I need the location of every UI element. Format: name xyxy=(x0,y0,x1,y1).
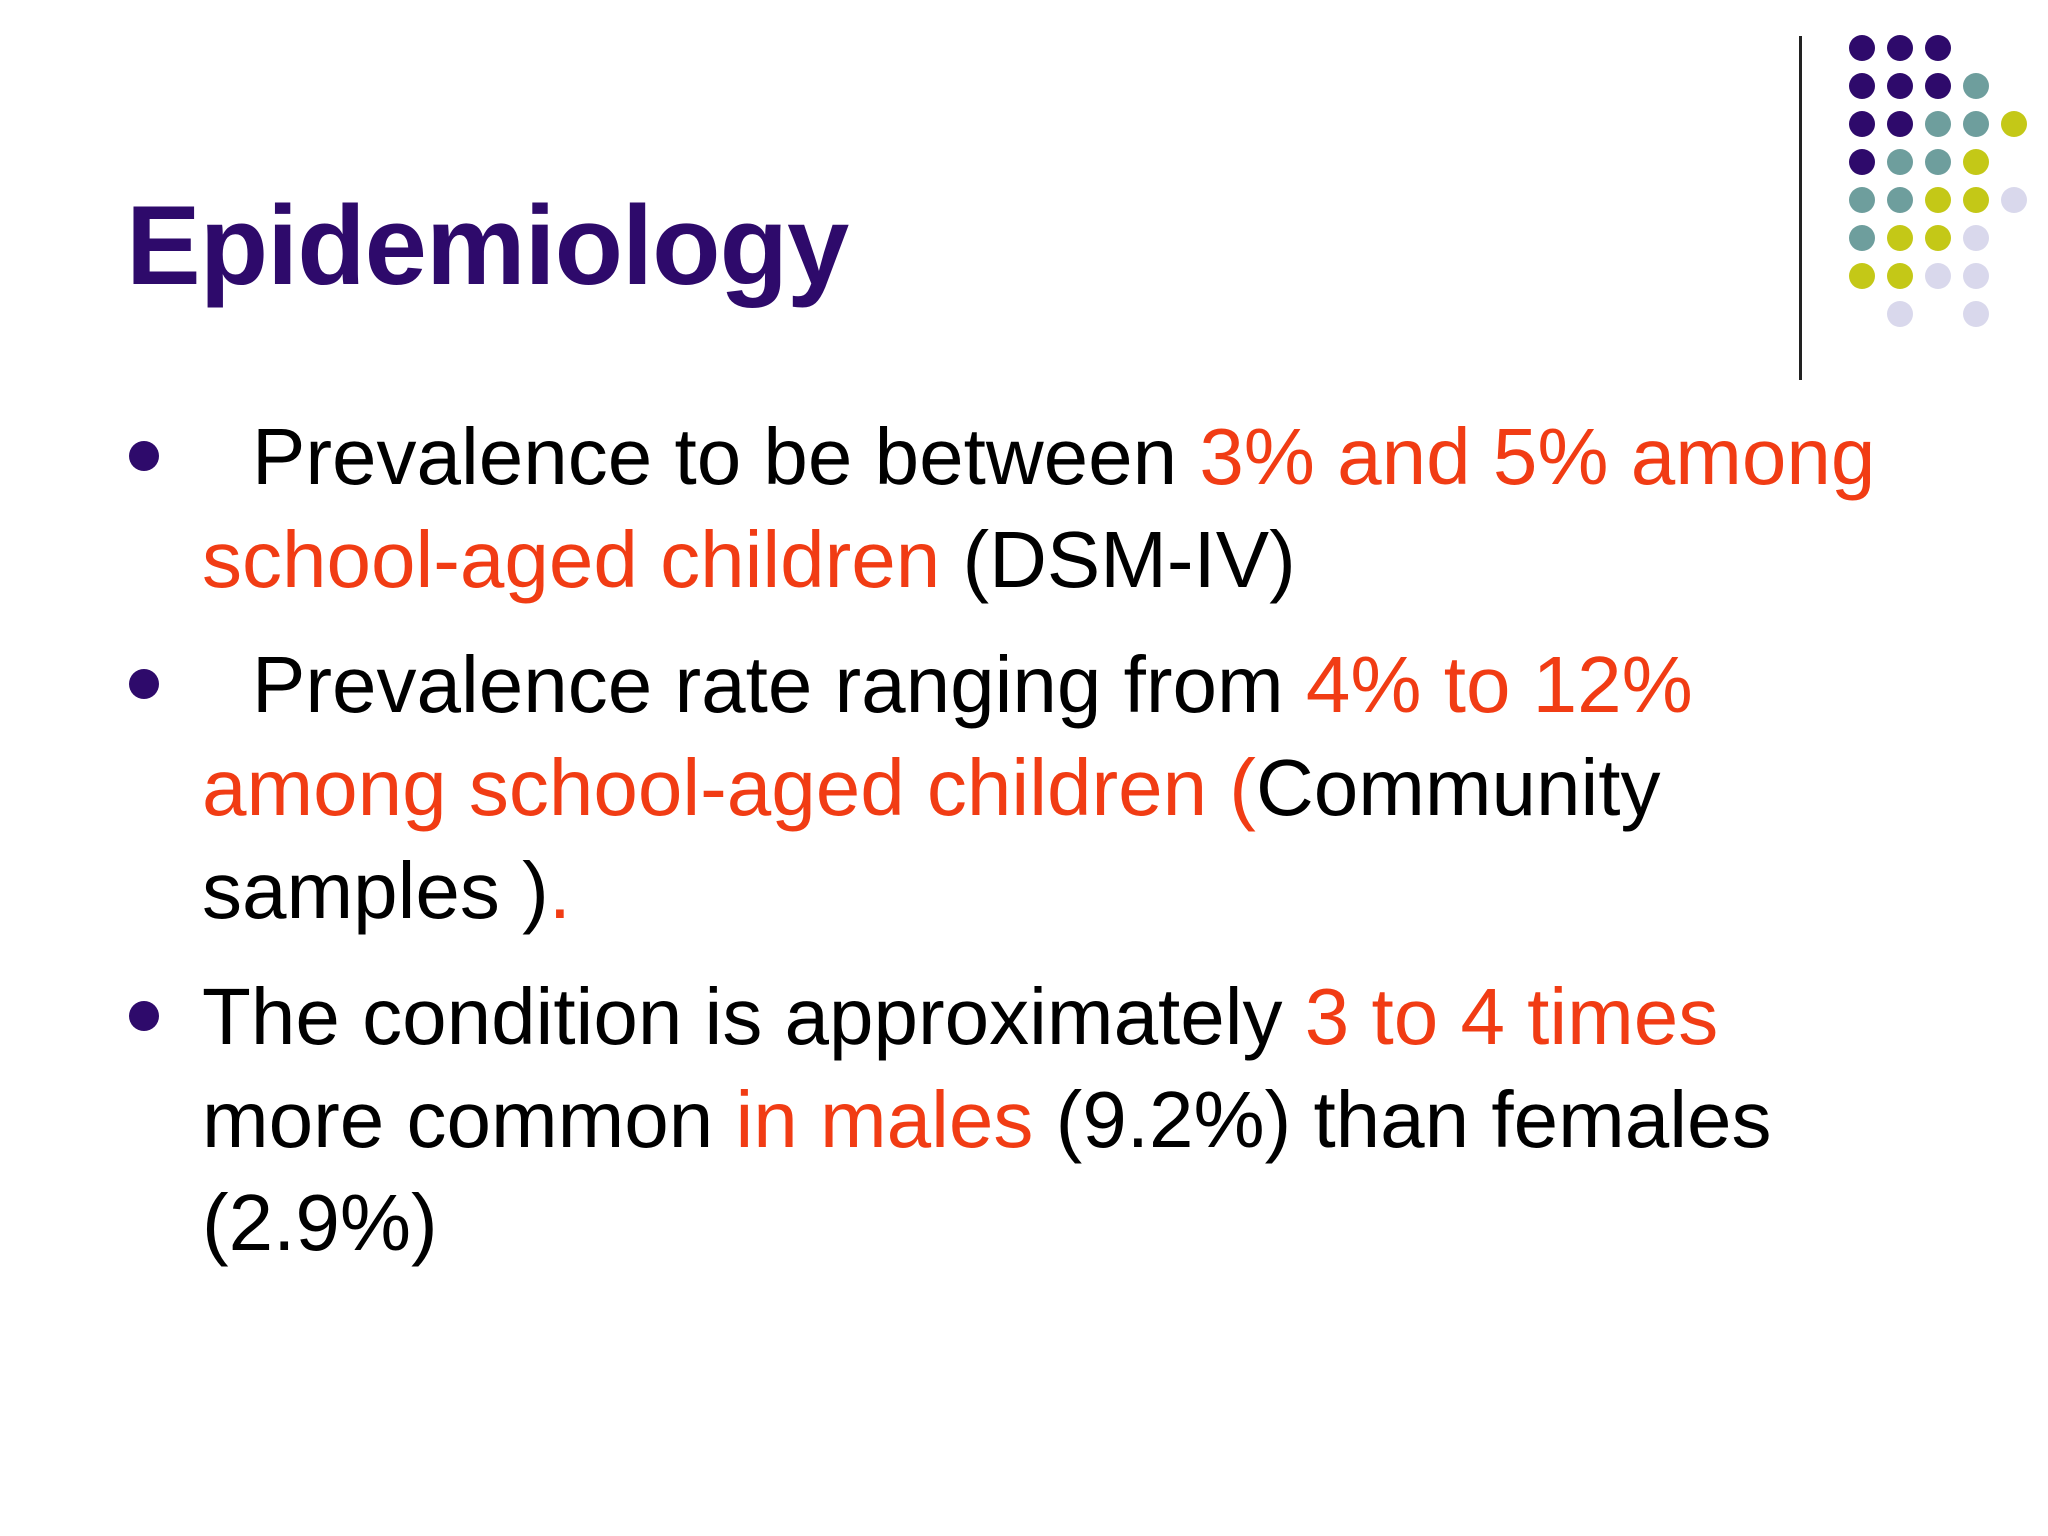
title-divider xyxy=(1799,36,1802,380)
bullet-text-segment: (9.2%) than females (2.9%) xyxy=(202,1075,1772,1267)
bullet-text-segment: (DSM-IV) xyxy=(940,515,1296,604)
decorative-dot xyxy=(1887,149,1913,175)
bullet-text-segment: in males xyxy=(735,1075,1034,1164)
decorative-dot xyxy=(1887,263,1913,289)
decorative-dot xyxy=(1963,187,1989,213)
decorative-dot xyxy=(1925,111,1951,137)
decorative-dot xyxy=(1849,35,1875,61)
decorative-dot xyxy=(1963,149,1989,175)
bullet-item-2 xyxy=(202,633,1922,942)
bullet-dot-icon xyxy=(129,1001,159,1031)
decorative-dot xyxy=(1925,187,1951,213)
decorative-dot xyxy=(1887,187,1913,213)
decorative-dot xyxy=(1963,301,1989,327)
decorative-dot xyxy=(1849,73,1875,99)
decorative-dot xyxy=(1849,111,1875,137)
decorative-dot xyxy=(1887,301,1913,327)
bullet-text-segment: 3% and 5% among school-aged children xyxy=(202,412,1876,604)
decorative-dot xyxy=(1887,73,1913,99)
decorative-dot xyxy=(1925,149,1951,175)
decorative-dot xyxy=(2001,187,2027,213)
bullet-text-segment: Community samples ) xyxy=(202,743,1661,935)
decorative-dot xyxy=(1925,73,1951,99)
bullet-text-segment: The condition is approximately xyxy=(202,972,1305,1061)
bullet-item-1 xyxy=(202,405,1922,611)
decorative-dot xyxy=(1925,35,1951,61)
decorative-dot xyxy=(1925,263,1951,289)
decorative-dot xyxy=(1849,263,1875,289)
decorative-dot xyxy=(1887,225,1913,251)
bullet-text-segment: Prevalence to be between xyxy=(252,412,1200,501)
decorative-dot xyxy=(1925,225,1951,251)
bullet-dot-icon xyxy=(129,441,159,471)
slide-title: Epidemiology xyxy=(126,183,849,308)
bullet-text-segment: 4% to 12% among school-aged children ( xyxy=(202,640,1693,832)
decorative-dot xyxy=(1963,263,1989,289)
bullet-item-3 xyxy=(202,965,1922,1274)
decorative-dot xyxy=(1887,35,1913,61)
decorative-dot xyxy=(1849,149,1875,175)
decorative-dot xyxy=(1849,225,1875,251)
decorative-dot xyxy=(1963,111,1989,137)
bullet-text-segment: more common xyxy=(202,1075,736,1164)
decorative-dot xyxy=(1849,187,1875,213)
bullet-text-segment: Prevalence rate ranging from xyxy=(252,640,1306,729)
bullet-dot-icon xyxy=(129,669,159,699)
decorative-dot xyxy=(1887,111,1913,137)
decorative-dot xyxy=(1963,225,1989,251)
bullet-text-segment: 3 to 4 times xyxy=(1304,972,1719,1061)
bullet-text-segment: . xyxy=(548,846,571,935)
decorative-dot xyxy=(1963,73,1989,99)
decorative-dot xyxy=(2001,111,2027,137)
